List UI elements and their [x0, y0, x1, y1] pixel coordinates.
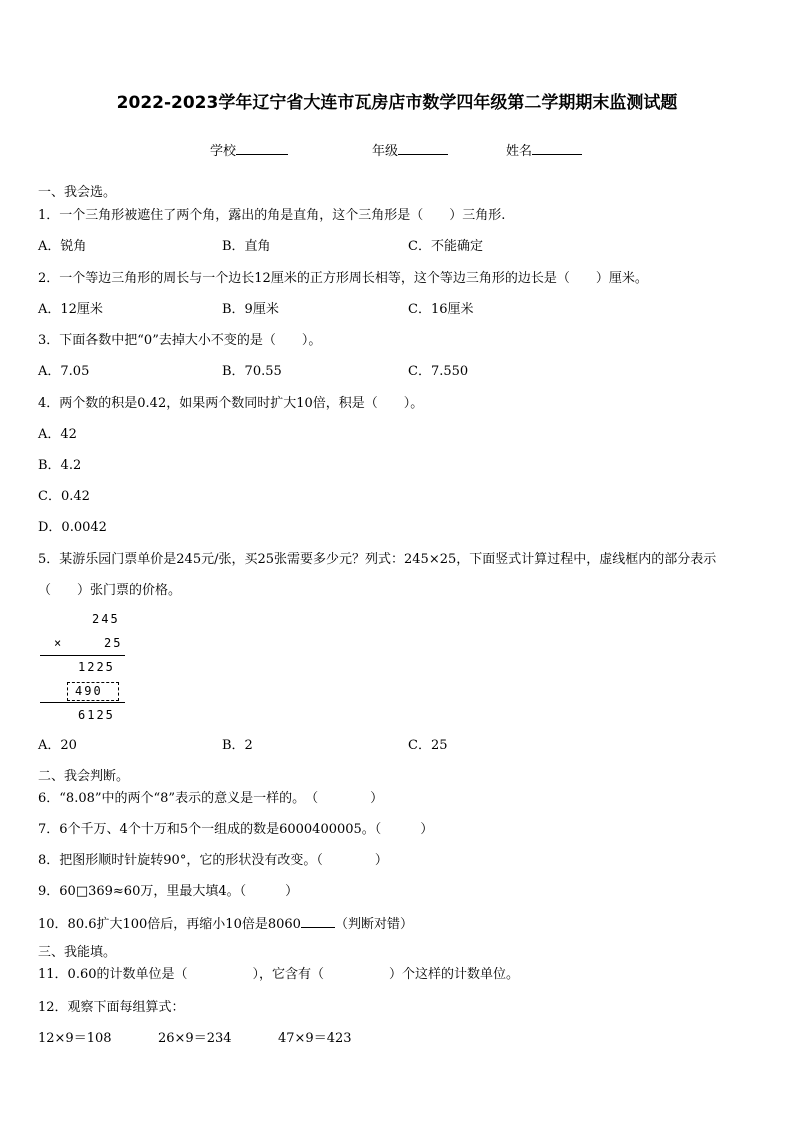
- calc-times-sign: ×: [54, 636, 64, 650]
- q1-option-b: B．直角: [222, 239, 271, 254]
- calc-multiplier: 25: [104, 636, 123, 650]
- school-label: 学校: [210, 144, 237, 159]
- q5-option-a: A．20: [38, 738, 77, 753]
- q4-option-c: C．0.42: [38, 489, 90, 504]
- q3-option-a: A．7.05: [38, 364, 90, 379]
- question-9: 9．60□369≈60万，里最大填4。（ ）: [38, 884, 299, 899]
- q2-option-a: A．12厘米: [38, 302, 103, 317]
- q12-equation-2: 26×9＝234: [158, 1031, 232, 1046]
- section-heading-3: 三、我能填。: [38, 945, 117, 960]
- calc-line-1: [40, 655, 125, 656]
- name-field: [506, 142, 582, 160]
- q4-option-d: D．0.0042: [38, 520, 107, 535]
- name-label: 姓名: [506, 144, 533, 159]
- question-5-line-1: 5．某游乐园门票单价是245元/张，买25张需要多少元？列式：245×25，下面竖式计算过程中，虚线框内的部分表示: [38, 552, 717, 567]
- q4-option-a: A．42: [38, 427, 77, 442]
- q3-option-c: C．7.550: [408, 364, 469, 379]
- calc-partial-1: 1225: [78, 660, 115, 674]
- question-10: [38, 915, 413, 933]
- question-8: 8．把图形顺时针旋转90°，它的形状没有改变。（ ）: [38, 853, 388, 868]
- q1-option-c: C．不能确定: [408, 239, 483, 254]
- grade-label: 年级: [372, 144, 399, 159]
- section-heading-1: 一、我会选。: [38, 185, 117, 200]
- calc-line-2: [40, 702, 125, 703]
- q10-text: 10．80.6扩大100倍后，再缩小10倍是8060: [38, 917, 301, 932]
- grade-field: [372, 142, 448, 160]
- q2-option-c: C．16厘米: [408, 302, 474, 317]
- q5-option-c: C．25: [408, 738, 448, 753]
- q5-option-b: B．2: [222, 738, 253, 753]
- name-blank: [532, 142, 582, 155]
- question-3: 3．下面各数中把“0”去掉大小不变的是（ ）。: [38, 333, 322, 348]
- question-12: 12．观察下面每组算式：: [38, 1000, 185, 1015]
- section-heading-2: 二、我会判断。: [38, 769, 130, 784]
- question-4: 4．两个数的积是0.42，如果两个数同时扩大10倍，积是（ ）。: [38, 396, 424, 411]
- question-11: 11．0.60的计数单位是（ ），它含有（ ）个这样的计数单位。: [38, 967, 519, 982]
- q12-equation-1: 12×9＝108: [38, 1031, 112, 1046]
- question-7: 7．6个千万、4个十万和5个一组成的数是6000400005。（ ）: [38, 822, 434, 837]
- question-2: 2．一个等边三角形的周长与一个边长12厘米的正方形周长相等，这个等边三角形的边长是（ ）厘米。: [38, 271, 648, 286]
- q1-option-a: A．锐角: [38, 239, 87, 254]
- question-5-line-2: （ ）张门票的价格。: [38, 583, 182, 598]
- page-title: 2022-2023学年辽宁省大连市瓦房店市数学四年级第二学期期末监测试题: [116, 93, 678, 113]
- q2-option-b: B．9厘米: [222, 302, 279, 317]
- q10-suffix: （判断对错）: [334, 917, 413, 932]
- q3-option-b: B．70.55: [222, 364, 282, 379]
- school-blank: [236, 142, 288, 155]
- grade-blank: [398, 142, 448, 155]
- q4-option-b: B．4.2: [38, 458, 82, 473]
- question-6: 6．“8.08”中的两个“8”表示的意义是一样的。 （ ）: [38, 791, 384, 806]
- calc-partial-2: 490: [75, 684, 103, 698]
- q12-equation-3: 47×9＝423: [278, 1031, 352, 1046]
- calc-multiplicand: 245: [92, 612, 120, 626]
- q10-blank: [301, 915, 335, 928]
- calc-product: 6125: [78, 708, 115, 722]
- question-1: 1．一个三角形被遮住了两个角，露出的角是直角，这个三角形是（ ）三角形.: [38, 208, 506, 223]
- school-field: [210, 142, 288, 160]
